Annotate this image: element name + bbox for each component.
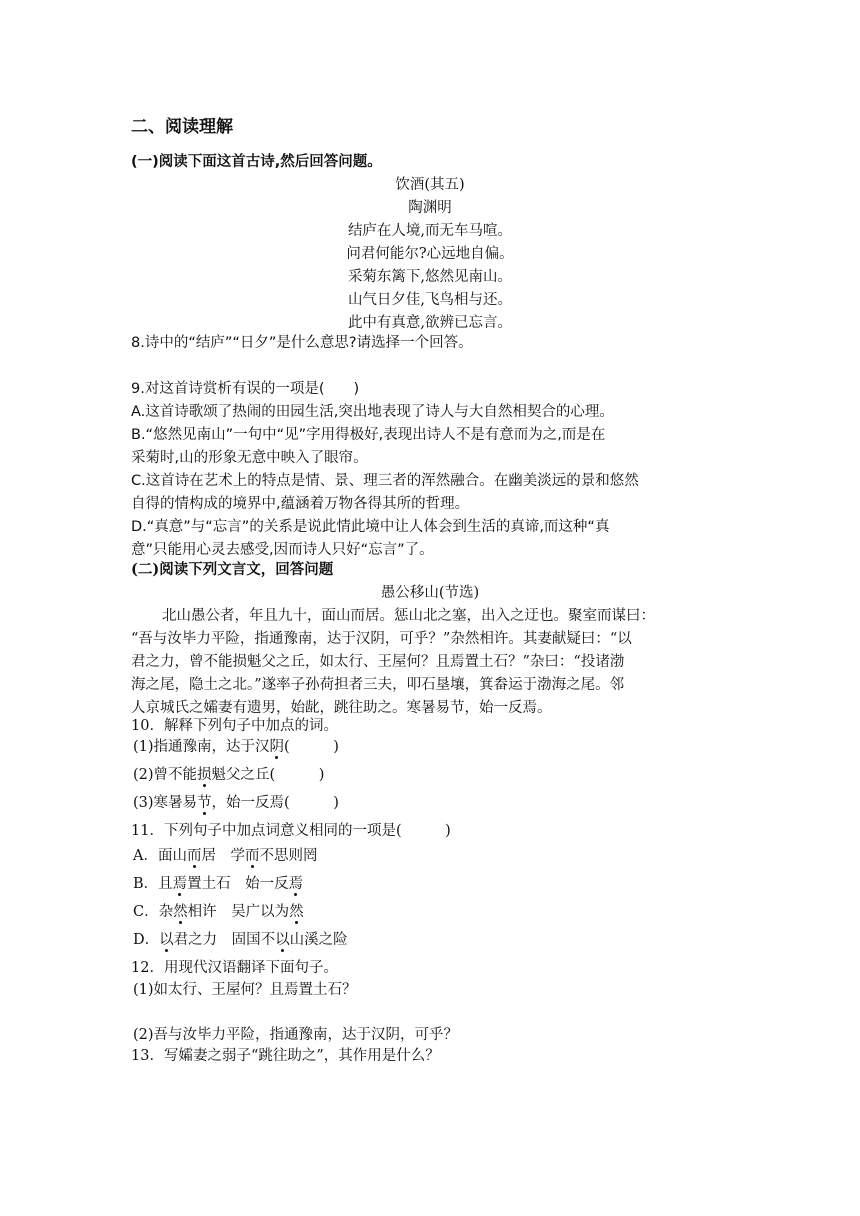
- emphasis-dot-char: 然: [289, 904, 304, 920]
- emphasis-dot-char: 阴: [269, 739, 285, 755]
- poem-line: 此中有真意,欲辨已忘言。: [347, 315, 513, 331]
- q10-item-3: (3)寒暑易节，始一反焉( ): [133, 795, 339, 811]
- q11-option-b: B．且焉置土石 始一反焉: [133, 876, 304, 892]
- q9-option-c: C.这首诗在艺术上的特点是情、景、理三者的浑然融合。在幽美淡远的景和悠然: [131, 473, 639, 489]
- poem-line: 采菊东篱下,悠然见南山。: [347, 269, 513, 285]
- poem-author: 陶渊明: [408, 200, 452, 216]
- section-title: 二、阅读理解: [131, 117, 233, 137]
- q12-item-2: (2)吾与汝毕力平险，指通豫南，达于汉阴，可乎？: [133, 1027, 459, 1043]
- q9-option-b: B.“悠然见南山”一句中“见”字用得极好,表现出诗人不是有意而为之,而是在: [131, 427, 606, 443]
- q9-option-a: A.这首诗歌颂了热闹的田园生活,突出地表现了诗人与大自然相契合的心理。: [131, 404, 614, 420]
- question-10: 10．解释下列句子中加点的词。: [131, 718, 338, 734]
- question-8: 8.诗中的“结庐”“日夕”是什么意思?请选择一个回答。: [131, 335, 473, 351]
- part1-heading: (一)阅读下面这首古诗,然后回答问题。: [131, 154, 382, 170]
- emphasis-dot-char: 而: [186, 848, 202, 864]
- emphasis-dot-char: 损: [197, 767, 212, 783]
- passage-title: 愚公移山(节选): [380, 585, 480, 601]
- emphasis-dot-char: 然: [173, 904, 188, 920]
- passage-line: 海之尾，隐土之北。”遂率子孙荷担者三夫，叩石垦壤，箕畚运于渤海之尾。邻: [131, 677, 625, 693]
- passage-line: 人京城氏之孀妻有遗男，始龀，跳往助之。寒暑易节，始一反焉。: [131, 700, 552, 716]
- poem-line: 结庐在人境,而无车马喧。: [347, 223, 513, 239]
- q9-option-d-cont: 意”只能用心灵去感受,因而诗人只好“忘言”了。: [131, 542, 434, 558]
- question-9: 9.对这首诗赏析有误的一项是( ): [131, 381, 360, 397]
- question-13: 13．写孀妻之弱子“跳往助之”，其作用是什么？: [131, 1048, 440, 1064]
- emphasis-dot-char: 以: [159, 932, 174, 948]
- q9-option-b-cont: 采菊时,山的形象无意中映入了眼帘。: [131, 450, 368, 466]
- q10-item-2: (2)曾不能损魁父之丘( ): [133, 767, 325, 783]
- question-12: 12．用现代汉语翻译下面句子。: [131, 960, 338, 976]
- part2-heading: (二)阅读下列文言文，回答问题: [131, 561, 334, 578]
- passage-line: “吾与汝毕力平险，指通豫南，达于汉阴，可乎？”杂然相许。其妻献疑曰：“以: [131, 631, 632, 647]
- q11-option-c: C．杂然相许 吴广以为然: [133, 904, 304, 920]
- emphasis-dot-char: 而: [244, 848, 260, 864]
- poem-line: 问君何能尔?心远地自偏。: [346, 246, 514, 262]
- q11-option-d: D．以君之力 固国不以山溪之险: [133, 932, 348, 948]
- q9-option-c-cont: 自得的情构成的境界中,蕴涵着万物各得其所的哲理。: [131, 496, 470, 512]
- emphasis-dot-char: 节: [197, 795, 212, 811]
- q9-option-d: D.“真意”与“忘言”的关系是说此情此境中让人体会到生活的真谛,而这种“真: [131, 519, 610, 535]
- passage-line: 君之力，曾不能损魁父之丘，如太行、王屋何？且焉置土石？”杂曰：“投诸渤: [131, 654, 625, 670]
- q11-option-a: A．面山而居 学而不思则罔: [133, 848, 318, 864]
- emphasis-dot-char: 焉: [172, 876, 188, 892]
- poem-title: 饮酒(其五): [395, 177, 465, 193]
- emphasis-dot-char: 焉: [288, 876, 304, 892]
- emphasis-dot-char: 以: [275, 932, 290, 948]
- passage-line: 北山愚公者，年且九十，面山而居。惩山北之塞，出入之迂也。聚室而谋曰：: [162, 608, 655, 624]
- q12-item-1: (1)如太行、王屋何？且焉置土石？: [133, 982, 357, 998]
- poem-line: 山气日夕佳,飞鸟相与还。: [347, 292, 513, 308]
- q10-item-1: (1)指通豫南，达于汉阴( ): [133, 739, 339, 755]
- question-11: 11．下列句子中加点词意义相同的一项是( ): [131, 823, 451, 839]
